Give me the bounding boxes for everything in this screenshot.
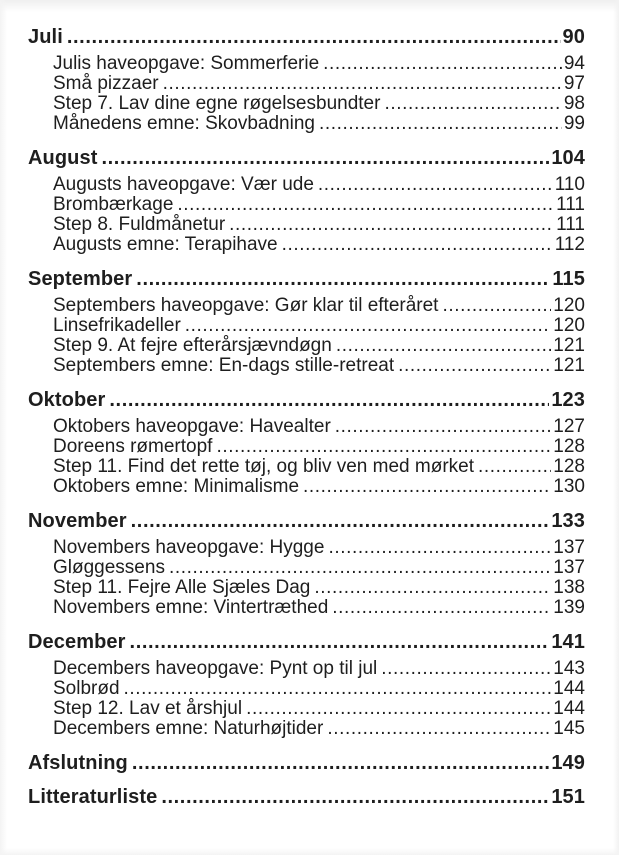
dot-leader — [185, 316, 552, 336]
dot-leader — [319, 114, 562, 134]
toc-section-header-row — [28, 787, 585, 807]
toc-entry-row — [28, 195, 585, 215]
dot-leader — [323, 54, 562, 74]
toc-section-page-number: 104 — [551, 147, 585, 169]
toc-entry-title: Step 7. Lav dine egne røgelsesbundter — [53, 93, 381, 114]
dot-leader — [109, 390, 549, 410]
toc-entries — [28, 175, 585, 255]
toc-entry-row — [28, 54, 585, 74]
dot-leader — [131, 511, 550, 531]
dot-leader — [381, 659, 551, 679]
page-edge-shadow-top — [0, 0, 619, 12]
toc-section — [28, 632, 585, 739]
dot-leader — [130, 632, 550, 652]
toc-entry-row — [28, 598, 585, 618]
toc-entries — [28, 659, 585, 739]
toc-entry-row — [28, 215, 585, 235]
dot-leader — [246, 699, 551, 719]
dot-leader — [336, 336, 551, 356]
toc-entry-page-number: 110 — [554, 174, 585, 195]
toc-entries — [28, 538, 585, 618]
toc-section-title: August — [28, 147, 98, 169]
toc-section-page-number: 133 — [551, 510, 585, 532]
dot-leader — [229, 215, 554, 235]
toc-entry-row — [28, 538, 585, 558]
toc-entry-page-number: 143 — [553, 658, 585, 679]
toc-section-title: Juli — [28, 26, 63, 48]
toc-entries — [28, 54, 585, 134]
toc-entry-row — [28, 356, 585, 376]
dot-leader — [327, 719, 551, 739]
toc-entry-page-number: 121 — [553, 355, 585, 376]
toc-entry-title: Novembers haveopgave: Hygge — [53, 537, 325, 558]
table-of-contents — [28, 27, 585, 807]
dot-leader — [303, 477, 551, 497]
toc-entries — [28, 417, 585, 497]
toc-entry-row — [28, 699, 585, 719]
toc-entry-row — [28, 94, 585, 114]
toc-section-header-row — [28, 632, 585, 652]
toc-entry-page-number: 120 — [553, 315, 585, 336]
toc-entry-title: Solbrød — [53, 678, 120, 699]
toc-entry-title: Månedens emne: Skovbadning — [53, 113, 315, 134]
toc-entry-page-number: 94 — [563, 53, 585, 74]
toc-entry-title: Septembers emne: En-dags stille-retreat — [53, 355, 395, 376]
toc-entry-row — [28, 175, 585, 195]
toc-entry-title: Oktobers emne: Minimalisme — [53, 476, 300, 497]
dot-leader — [177, 195, 554, 215]
toc-section-page-number: 151 — [551, 786, 585, 808]
toc-section — [28, 390, 585, 497]
toc-entry-title: Brombærkage — [53, 194, 174, 215]
toc-entry-row — [28, 679, 585, 699]
toc-section — [28, 753, 585, 773]
toc-entry-row — [28, 578, 585, 598]
toc-entry-title: Oktobers haveopgave: Havealter — [53, 416, 331, 437]
toc-section-page-number: 141 — [551, 631, 585, 653]
toc-entry-row — [28, 457, 585, 477]
dot-leader — [442, 296, 551, 316]
toc-entry-title: Decembers emne: Naturhøjtider — [53, 718, 324, 739]
toc-entry-row — [28, 437, 585, 457]
toc-entry-title: Septembers haveopgave: Gør klar til efteråret — [53, 295, 439, 316]
toc-entry-page-number: 121 — [553, 335, 585, 356]
toc-section-page-number: 115 — [552, 268, 585, 290]
dot-leader — [161, 787, 549, 807]
toc-entry-page-number: 111 — [556, 214, 585, 235]
toc-entry-page-number: 130 — [553, 476, 585, 497]
toc-section-header-row — [28, 753, 585, 773]
toc-entry-row — [28, 659, 585, 679]
toc-entry-row — [28, 477, 585, 497]
toc-entry-title: Linsefrikadeller — [53, 315, 181, 336]
toc-section — [28, 787, 585, 807]
dot-leader — [124, 679, 552, 699]
toc-section — [28, 27, 585, 134]
toc-entry-title: Step 12. Lav et årshjul — [53, 698, 243, 719]
toc-entry-page-number: 138 — [553, 577, 585, 598]
dot-leader — [314, 578, 551, 598]
dot-leader — [282, 235, 553, 255]
toc-entry-page-number: 137 — [553, 557, 585, 578]
toc-entry-page-number: 127 — [553, 416, 585, 437]
toc-entry-title: Julis haveopgave: Sommerferie — [53, 53, 320, 74]
toc-entry-title: Step 11. Fejre Alle Sjæles Dag — [53, 577, 311, 598]
toc-section-title: November — [28, 510, 127, 532]
toc-section-page-number: 90 — [562, 26, 585, 48]
toc-entry-title: Små pizzaer — [53, 73, 159, 94]
toc-entry-page-number: 139 — [553, 597, 585, 618]
dot-leader — [332, 598, 551, 618]
toc-entry-title: Step 11. Find det rette tøj, og bliv ven med mørket — [53, 456, 474, 477]
toc-section-header-row — [28, 148, 585, 168]
dot-leader — [216, 437, 551, 457]
toc-entry-row — [28, 235, 585, 255]
toc-entry-page-number: 145 — [553, 718, 585, 739]
dot-leader — [163, 74, 562, 94]
toc-entry-row — [28, 558, 585, 578]
page-edge-shadow-right — [613, 0, 619, 855]
toc-section-page-number: 123 — [551, 389, 585, 411]
dot-leader — [478, 457, 551, 477]
toc-entry-row — [28, 316, 585, 336]
toc-section-title: September — [28, 268, 133, 290]
toc-entry-page-number: 144 — [553, 698, 585, 719]
dot-leader — [335, 417, 552, 437]
toc-entry-title: Novembers emne: Vintertræthed — [53, 597, 329, 618]
toc-entry-page-number: 144 — [553, 678, 585, 699]
toc-entry-row — [28, 296, 585, 316]
toc-entry-title: Gløggessens — [53, 557, 165, 578]
toc-entry-title: Augusts emne: Terapihave — [53, 234, 278, 255]
page-edge-shadow-left — [0, 0, 7, 855]
toc-entry-row — [28, 719, 585, 739]
toc-entry-page-number: 137 — [553, 537, 585, 558]
toc-entry-title: Step 8. Fuldmånetur — [53, 214, 226, 235]
toc-entry-title: Step 9. At fejre efterårsjævndøgn — [53, 335, 332, 356]
toc-section — [28, 148, 585, 255]
toc-section-title: December — [28, 631, 126, 653]
toc-section-header-row — [28, 269, 585, 289]
toc-section-header-row — [28, 27, 585, 47]
toc-section-header-row — [28, 390, 585, 410]
toc-section-title: Oktober — [28, 389, 106, 411]
toc-section-title: Litteraturliste — [28, 786, 158, 808]
toc-section — [28, 511, 585, 618]
toc-entry-row — [28, 114, 585, 134]
toc-entry-page-number: 98 — [563, 93, 585, 114]
toc-section-title: Afslutning — [28, 752, 128, 774]
dot-leader — [132, 753, 549, 773]
toc-entry-row — [28, 74, 585, 94]
toc-entries — [28, 296, 585, 376]
dot-leader — [169, 558, 551, 578]
toc-entry-page-number: 111 — [556, 194, 585, 215]
toc-section-header-row — [28, 511, 585, 531]
toc-entry-title: Augusts haveopgave: Vær ude — [53, 174, 314, 195]
toc-entry-title: Doreens rømertopf — [53, 436, 213, 457]
toc-entry-page-number: 120 — [553, 295, 585, 316]
toc-section-page-number: 149 — [551, 752, 585, 774]
toc-entry-page-number: 97 — [563, 73, 585, 94]
dot-leader — [318, 175, 553, 195]
dot-leader — [384, 94, 561, 114]
toc-entry-page-number: 128 — [553, 436, 585, 457]
dot-leader — [328, 538, 551, 558]
toc-entry-page-number: 99 — [563, 113, 585, 134]
toc-entry-title: Decembers haveopgave: Pynt op til jul — [53, 658, 378, 679]
toc-entry-row — [28, 336, 585, 356]
dot-leader — [67, 27, 561, 47]
toc-section — [28, 269, 585, 376]
toc-entry-row — [28, 417, 585, 437]
page-edge-shadow-bottom — [0, 848, 619, 855]
dot-leader — [136, 269, 550, 289]
dot-leader — [101, 148, 549, 168]
dot-leader — [398, 356, 551, 376]
toc-entry-page-number: 128 — [553, 456, 585, 477]
toc-entry-page-number: 112 — [554, 234, 585, 255]
